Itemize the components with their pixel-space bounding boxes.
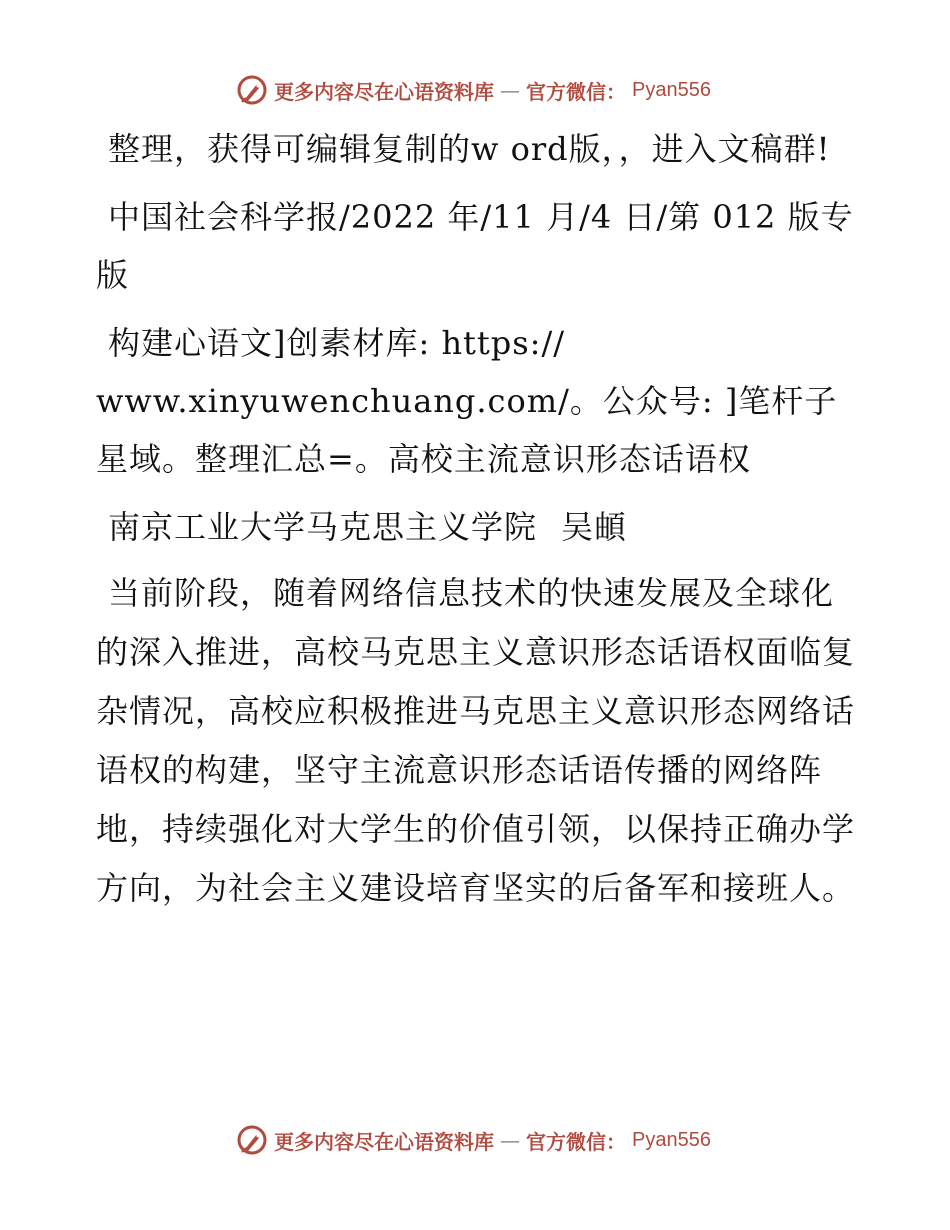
banner-wechat-id: Pyan556 xyxy=(632,78,711,101)
banner-contact-label: 官方微信： xyxy=(526,79,626,104)
footer-banner-title: 更多内容尽在心语资料库 xyxy=(274,1129,494,1154)
author-affiliation: 南京工业大学马克思主义学院 xyxy=(108,508,538,546)
author-line xyxy=(96,498,856,556)
paragraph-title-line: www.xinyuwenchuang.com/。公众号: ]笔杆子星域。整理汇总=。高校主流意识形态话语权 xyxy=(96,382,838,478)
header-banner xyxy=(236,72,711,108)
banner-title: 更多内容尽在心语资料库 xyxy=(274,79,494,104)
paragraph-url-line: 构建心语文]创素材库: https:// xyxy=(108,324,566,362)
author-name: 吴頔 xyxy=(561,508,628,546)
banner-dash: — xyxy=(500,78,520,102)
pen-nib-circle-logo-icon xyxy=(236,74,268,106)
paragraph-intro: 整理，获得可编辑复制的w ord版，，进入文稿群! xyxy=(108,130,831,168)
footer-banner-contact-label: 官方微信： xyxy=(526,1129,626,1154)
document-body xyxy=(96,120,856,928)
pen-nib-circle-logo-icon xyxy=(236,1124,268,1156)
paragraph-source: 中国社会科学报/2022 年/11 月/4 日/第 012 版专版 xyxy=(96,198,854,294)
footer-banner xyxy=(236,1122,711,1158)
footer-banner-wechat-id: Pyan556 xyxy=(632,1128,711,1151)
paragraph-main-text: 当前阶段，随着网络信息技术的快速发展及全球化的深入推进，高校马克思主义意识形态话语权面临复杂情况，高校应积极推进马克思主义意识形态网络话语权的构建，坚守主流意识形态话语传播的网络阵地，持续强化对大学生的价值引领，以保持正确办学方向，为社会主义建设培育坚实的后备军和接班人。 xyxy=(96,574,856,907)
footer-banner-dash: — xyxy=(500,1128,520,1152)
